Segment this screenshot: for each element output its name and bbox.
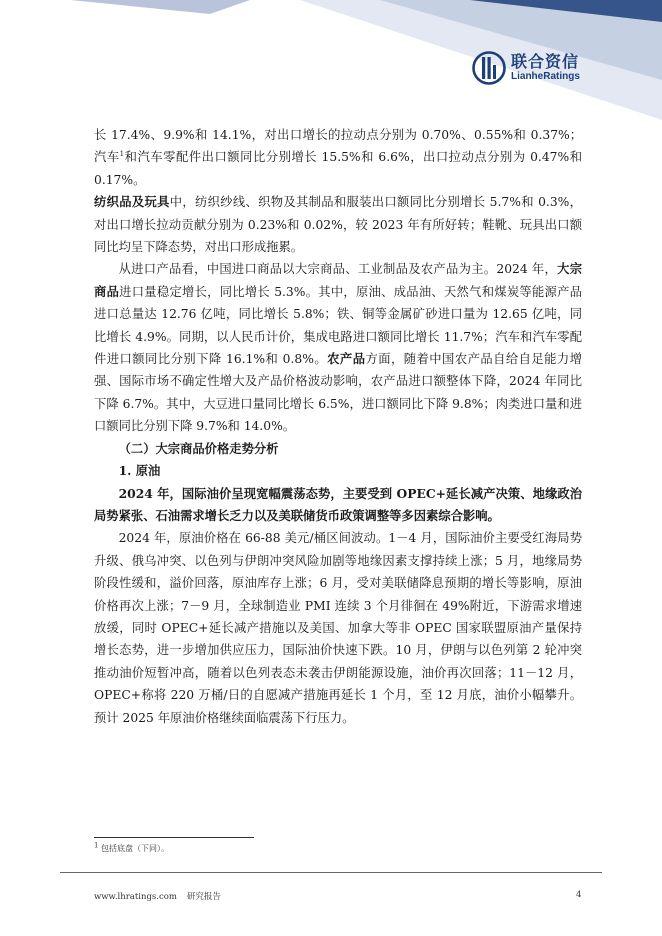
footnote-number: 1 (94, 841, 99, 850)
footnote-ref[interactable]: 1 (119, 150, 125, 159)
footnote-divider (94, 837, 254, 838)
section-heading: （二）大宗商品价格走势分析 (118, 440, 279, 456)
paragraph-export-autos (94, 124, 582, 191)
footer-divider (60, 872, 602, 873)
paragraph-imports (94, 258, 582, 437)
footnote (94, 843, 169, 854)
paragraph-text: 方面，随着中国农产品自给自足能力增强、国际市场不确定性增大及产品价格波动影响，农产品进口额整体下降，2024 年同比下降 6.7%。其中，大豆进口量同比增长 6.5%，进口额同比下降 9.8%；肉类进口量和进口额同比分别下降 9.7%和 14.0%。 (94, 352, 582, 434)
subsection-heading: 1. 原油 (118, 463, 161, 479)
company-logo (472, 50, 580, 86)
paragraph-oil-summary: 2024 年，国际油价呈现宽幅震荡态势，主要受到 OPEC+延长减产决策、地缘政治局势紧张、石油需求增长乏力以及美联储货币政策调整等多因素综合影响。 (94, 485, 582, 523)
paragraph-text: 长 17.4%、9.9%和 14.1%，对出口增长的拉动点分别为 0.70%、0.55%和 0.37%；汽车 (94, 128, 582, 165)
footnote-text: 包括底盘（下同）。 (101, 844, 170, 853)
paragraph-text: 进口量稳定增长，同比增长 5.3%。其中，原油、成品油、天然气和煤炭等能源产品进口总量达 12.76 亿吨，同比增长 5.8%；铁、铜等金属矿砂进口量为 12.65 亿吨，同比增长 4.9%。同期，以人民币计价，集成电路进口额同比增长 11.7%；汽车和汽车零配件进口额同比分别下降 16.1%和 0.8%。 (94, 284, 582, 367)
lianhe-logo-icon (472, 51, 506, 85)
paragraph-oil-detail: 2024 年，原油价格在 66-88 美元/桶区间波动。1－4 月，国际油价主要受红海局势升级、俄乌冲突、以色列与伊朗冲突风险加剧等地缘因素支撑持续上涨；5 月，地缘局势阶段性缓和，溢价回落，原油库存上涨；6 月，受对美联储降息预期的增长等影响，原油价格再次上涨；7－9 月，全球制造业 PMI 连续 3 个月徘徊在 49%附近，下游需求增速放缓，同时 OPEC+延长减产措施以及美国、加拿大等非 OPEC 国家联盟原油产量保持增长态势，进一步增加供应压力，国际油价快速下跌。10 月，伊朗与以色列第 2 轮冲突推动油价短暂冲高，随着以色列表态未袭击伊朗能源设施，油价再次回落；11－12 月，OPEC+称将 220 万桶/日的自愿减产措施再延长 1 个月，至 12 月底，油价小幅攀升。预计 2025 年原油价格继续面临震荡下行压力。 (94, 531, 582, 725)
footer (94, 890, 231, 902)
paragraph-textiles (94, 191, 582, 258)
keyword-bulk-commodities: 大宗商品 (94, 261, 582, 299)
paragraph-text: 和汽车零配件出口额同比分别增长 15.5%和 6.6%，出口拉动点分别为 0.47%和 0.17%。 (94, 150, 582, 187)
logo-english-name: LianheRatings (511, 71, 580, 82)
report-body (94, 124, 582, 729)
paragraph-text: 从进口产品看，中国进口商品以大宗商品、工业制品及农产品为主。2024 年， (118, 262, 558, 277)
keyword-textiles: 纺织品及玩具 (94, 194, 170, 210)
footer-website-link[interactable]: www.lhratings.com (94, 892, 177, 902)
page-number: 4 (576, 890, 582, 900)
paragraph-text: 中，纺织纱线、织物及其制品和服装出口额同比分别增长 5.7%和 0.3%，对出口增长拉动贡献分别为 0.23%和 0.02%，较 2023 年有所好转；鞋靴、玩具出口额同比均呈下降态势，对出口形成拖累。 (94, 195, 582, 255)
logo-chinese-name: 联合资信 (511, 52, 580, 71)
footer-label: 研究报告 (186, 892, 221, 902)
keyword-agri-products: 农产品 (327, 351, 366, 367)
banner-shape-accent (70, 0, 250, 14)
